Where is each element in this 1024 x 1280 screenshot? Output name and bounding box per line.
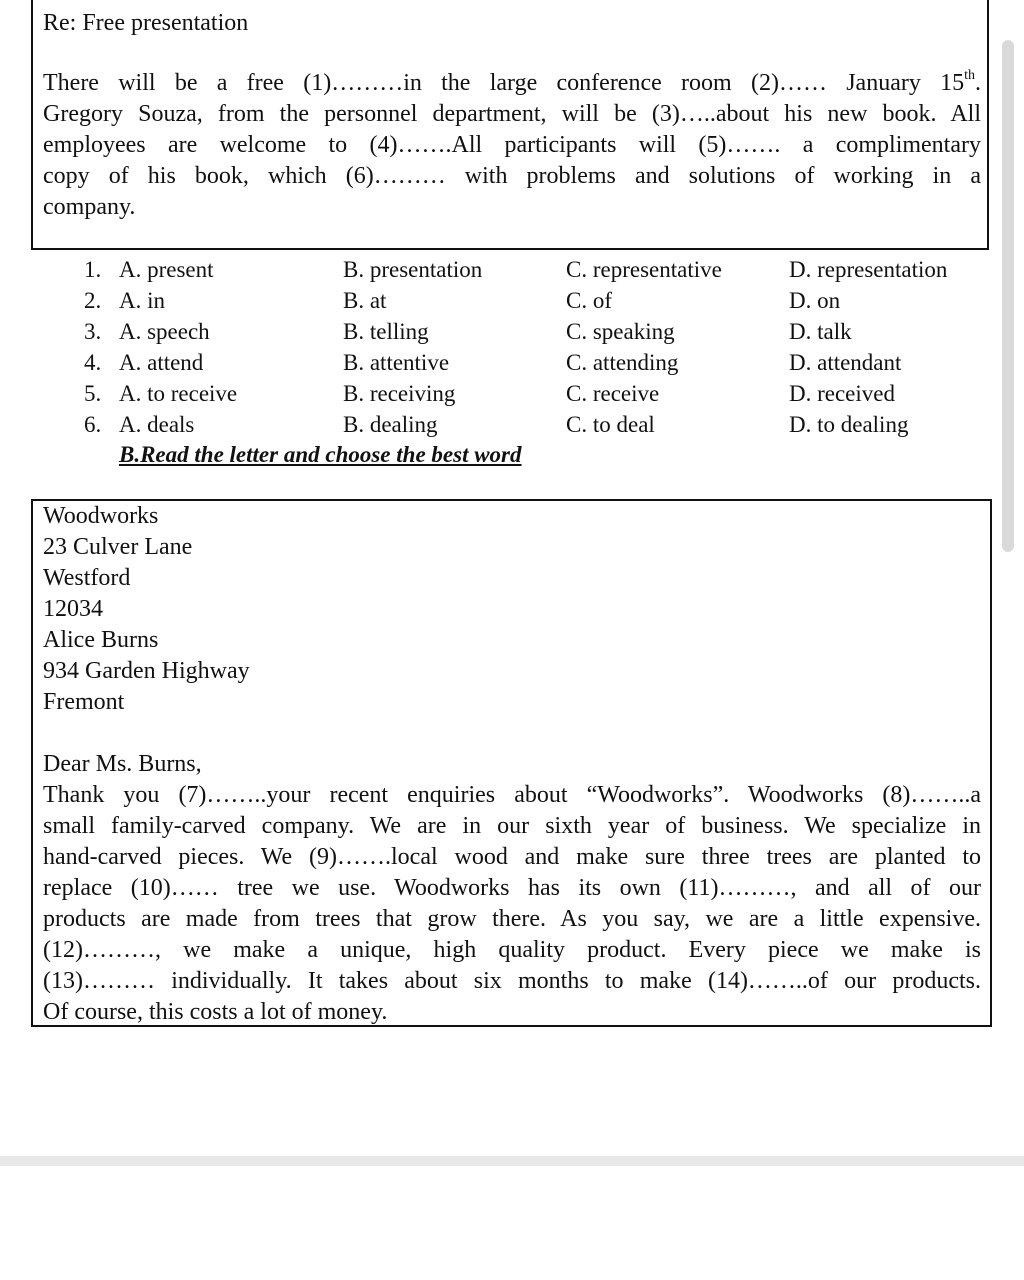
letter-line: (13)……… individually. It takes about six months to make (14)……..of our products.	[43, 968, 981, 994]
question-number: 3.	[84, 319, 102, 344]
email-line: employees are welcome to (4)…….All participants will (5)……. a complimentary	[43, 132, 981, 158]
option-a: A. to receive	[119, 381, 238, 406]
letter-line: replace (10)…… tree we use. Woodworks has its own (11)………, and all of our	[43, 875, 981, 901]
option-d: D. representation	[789, 257, 948, 282]
letter-line: Thank you (7)……..your recent enquiries about “Woodworks”. Woodworks (8)……..a	[43, 782, 981, 808]
letter-line: (12)………, we make a unique, high quality product. Every piece we make is	[43, 937, 981, 963]
address-line: Westford	[43, 565, 131, 591]
option-a: A. in	[119, 288, 165, 313]
option-b: B. presentation	[343, 257, 483, 282]
letter-line: hand-carved pieces. We (9)…….local wood and make sure three trees are planted to	[43, 844, 981, 870]
address-line: 934 Garden Highway	[43, 658, 250, 684]
letter-line: products are made from trees that grow there. As you say, we are a little expensive.	[43, 906, 981, 932]
question-number: 6.	[84, 412, 102, 437]
question-row	[0, 285, 1024, 316]
blank-area	[0, 1166, 1024, 1280]
option-d: D. talk	[789, 319, 852, 344]
option-d: D. to dealing	[789, 412, 909, 437]
address-line: Woodworks	[43, 503, 159, 529]
question-row	[0, 316, 1024, 347]
question-number: 5.	[84, 381, 102, 406]
question-number: 1.	[84, 257, 102, 282]
option-d: D. on	[789, 288, 841, 313]
option-c: C. speaking	[566, 319, 675, 344]
email-subject: Re: Free presentation	[43, 10, 249, 36]
option-b: B. receiving	[343, 381, 456, 406]
letter-line: Of course, this costs a lot of money.	[43, 999, 388, 1025]
option-c: C. of	[566, 288, 612, 313]
email-line: copy of his book, which (6)……… with problems and solutions of working in a	[43, 163, 981, 189]
address-line: Alice Burns	[43, 627, 159, 653]
option-c: C. to deal	[566, 412, 655, 437]
letter-salutation: Dear Ms. Burns,	[43, 751, 202, 777]
option-c: C. receive	[566, 381, 660, 406]
option-a: A. attend	[119, 350, 204, 375]
letter-body	[43, 780, 981, 1028]
scrollbar-thumb[interactable]	[1002, 40, 1014, 552]
option-d: D. attendant	[789, 350, 902, 375]
question-number: 2.	[84, 288, 102, 313]
question-row	[0, 378, 1024, 409]
address-line: Fremont	[43, 689, 125, 715]
question-list	[0, 254, 1024, 440]
email-line	[43, 68, 981, 99]
section-b-title: B.Read the letter and choose the best word	[119, 442, 522, 467]
option-b: B. at	[343, 288, 387, 313]
letter-line: small family-carved company. We are in our sixth year of business. We specialize in	[43, 813, 981, 839]
email-line: Gregory Souza, from the personnel department, will be (3)…..about his new book. All	[43, 101, 981, 127]
question-row	[0, 347, 1024, 378]
address-line: 12034	[43, 596, 103, 622]
question-number: 4.	[84, 350, 102, 375]
option-b: B. telling	[343, 319, 429, 344]
email-line-text: There will be a free (1)………in the large conference room (2)…… January 15	[43, 70, 965, 96]
address-line: 23 Culver Lane	[43, 534, 193, 560]
option-d: D. received	[789, 381, 895, 406]
option-a: A. deals	[119, 412, 195, 437]
letter-address	[43, 501, 250, 718]
superscript: th	[964, 68, 975, 83]
option-a: A. speech	[119, 319, 210, 344]
option-a: A. present	[119, 257, 214, 282]
page-divider	[0, 1156, 1024, 1166]
option-c: C. representative	[566, 257, 722, 282]
email-line: company.	[43, 194, 136, 220]
option-b: B. dealing	[343, 412, 438, 437]
email-line-end: .	[975, 70, 981, 96]
question-row	[0, 254, 1024, 285]
option-c: C. attending	[566, 350, 679, 375]
email-body	[43, 68, 981, 223]
option-b: B. attentive	[343, 350, 450, 375]
question-row	[0, 409, 1024, 440]
